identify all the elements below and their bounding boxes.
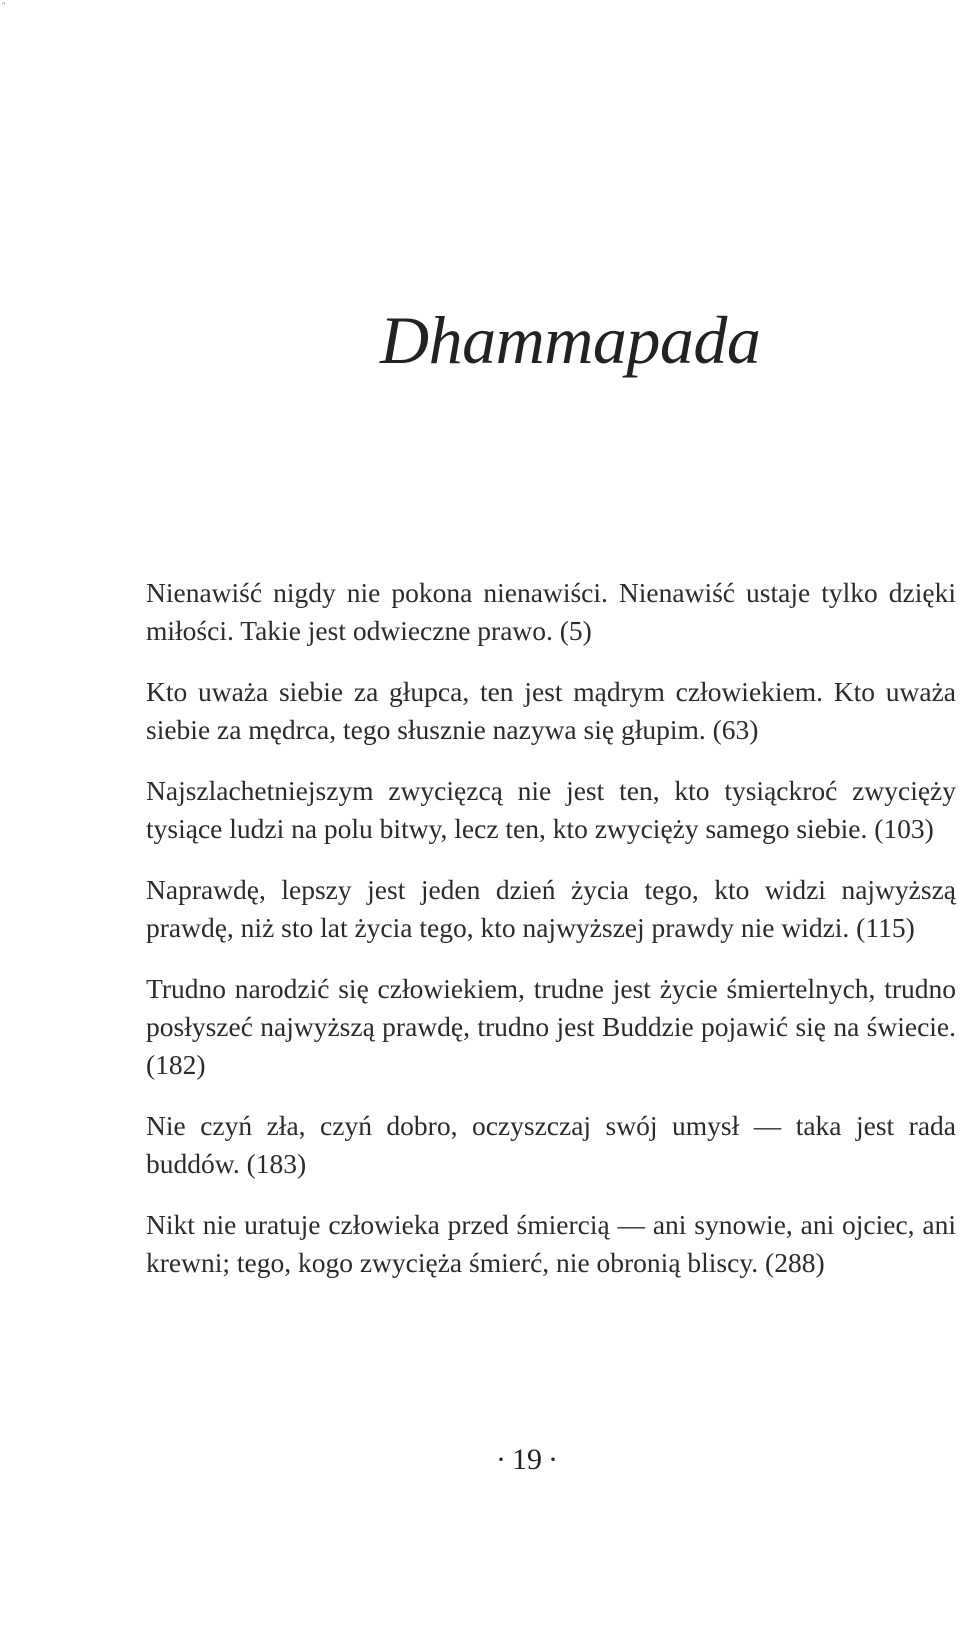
verse-paragraph: Najszlachetniejszym zwycięzcą nie jest ten, kto tysiąckroć zwycięży tysiące ludzi na polu bitwy, lecz ten, kto zwycięży samego siebie. (103) xyxy=(146,775,956,844)
page-title: Dhammapada xyxy=(380,302,761,378)
verse-paragraph: Trudno narodzić się człowiekiem, trudne jest życie śmiertelnych, trudno posłyszeć najwyższą prawdę, trudno jest Buddzie pojawić się na świecie. (182) xyxy=(146,973,956,1080)
verse-paragraph: Nie czyń zła, czyń dobro, oczyszczaj swój umysł — taka jest rada buddów. (183) xyxy=(146,1110,956,1179)
page-number xyxy=(490,1440,564,1480)
verse-paragraph: Nienawiść nigdy nie pokona nienawiści. Nienawiść ustaje tylko dzięki miłości. Takie jest odwieczne prawo. (5) xyxy=(146,577,956,646)
folio-ornament-left: · xyxy=(496,1443,506,1476)
folio-ornament-right: · xyxy=(548,1443,558,1476)
verse-paragraph: Naprawdę, lepszy jest jeden dzień życia tego, kto widzi najwyższą prawdę, niż sto lat życia tego, kto najwyższej prawdy nie widzi. (115) xyxy=(146,874,956,943)
corner-mark: " xyxy=(2,1,6,10)
verse-paragraph: Kto uważa siebie za głupca, ten jest mądrym człowiekiem. Kto uważa siebie za mędrca, tego słusznie nazywa się głupim. (63) xyxy=(146,676,956,745)
page-number-value: 19 xyxy=(512,1443,542,1476)
verse-list xyxy=(146,574,956,1305)
verse-paragraph: Nikt nie uratuje człowieka przed śmiercią — ani synowie, ani ojciec, ani krewni; tego, kogo zwycięża śmierć, nie obronią bliscy. (288) xyxy=(146,1209,956,1278)
